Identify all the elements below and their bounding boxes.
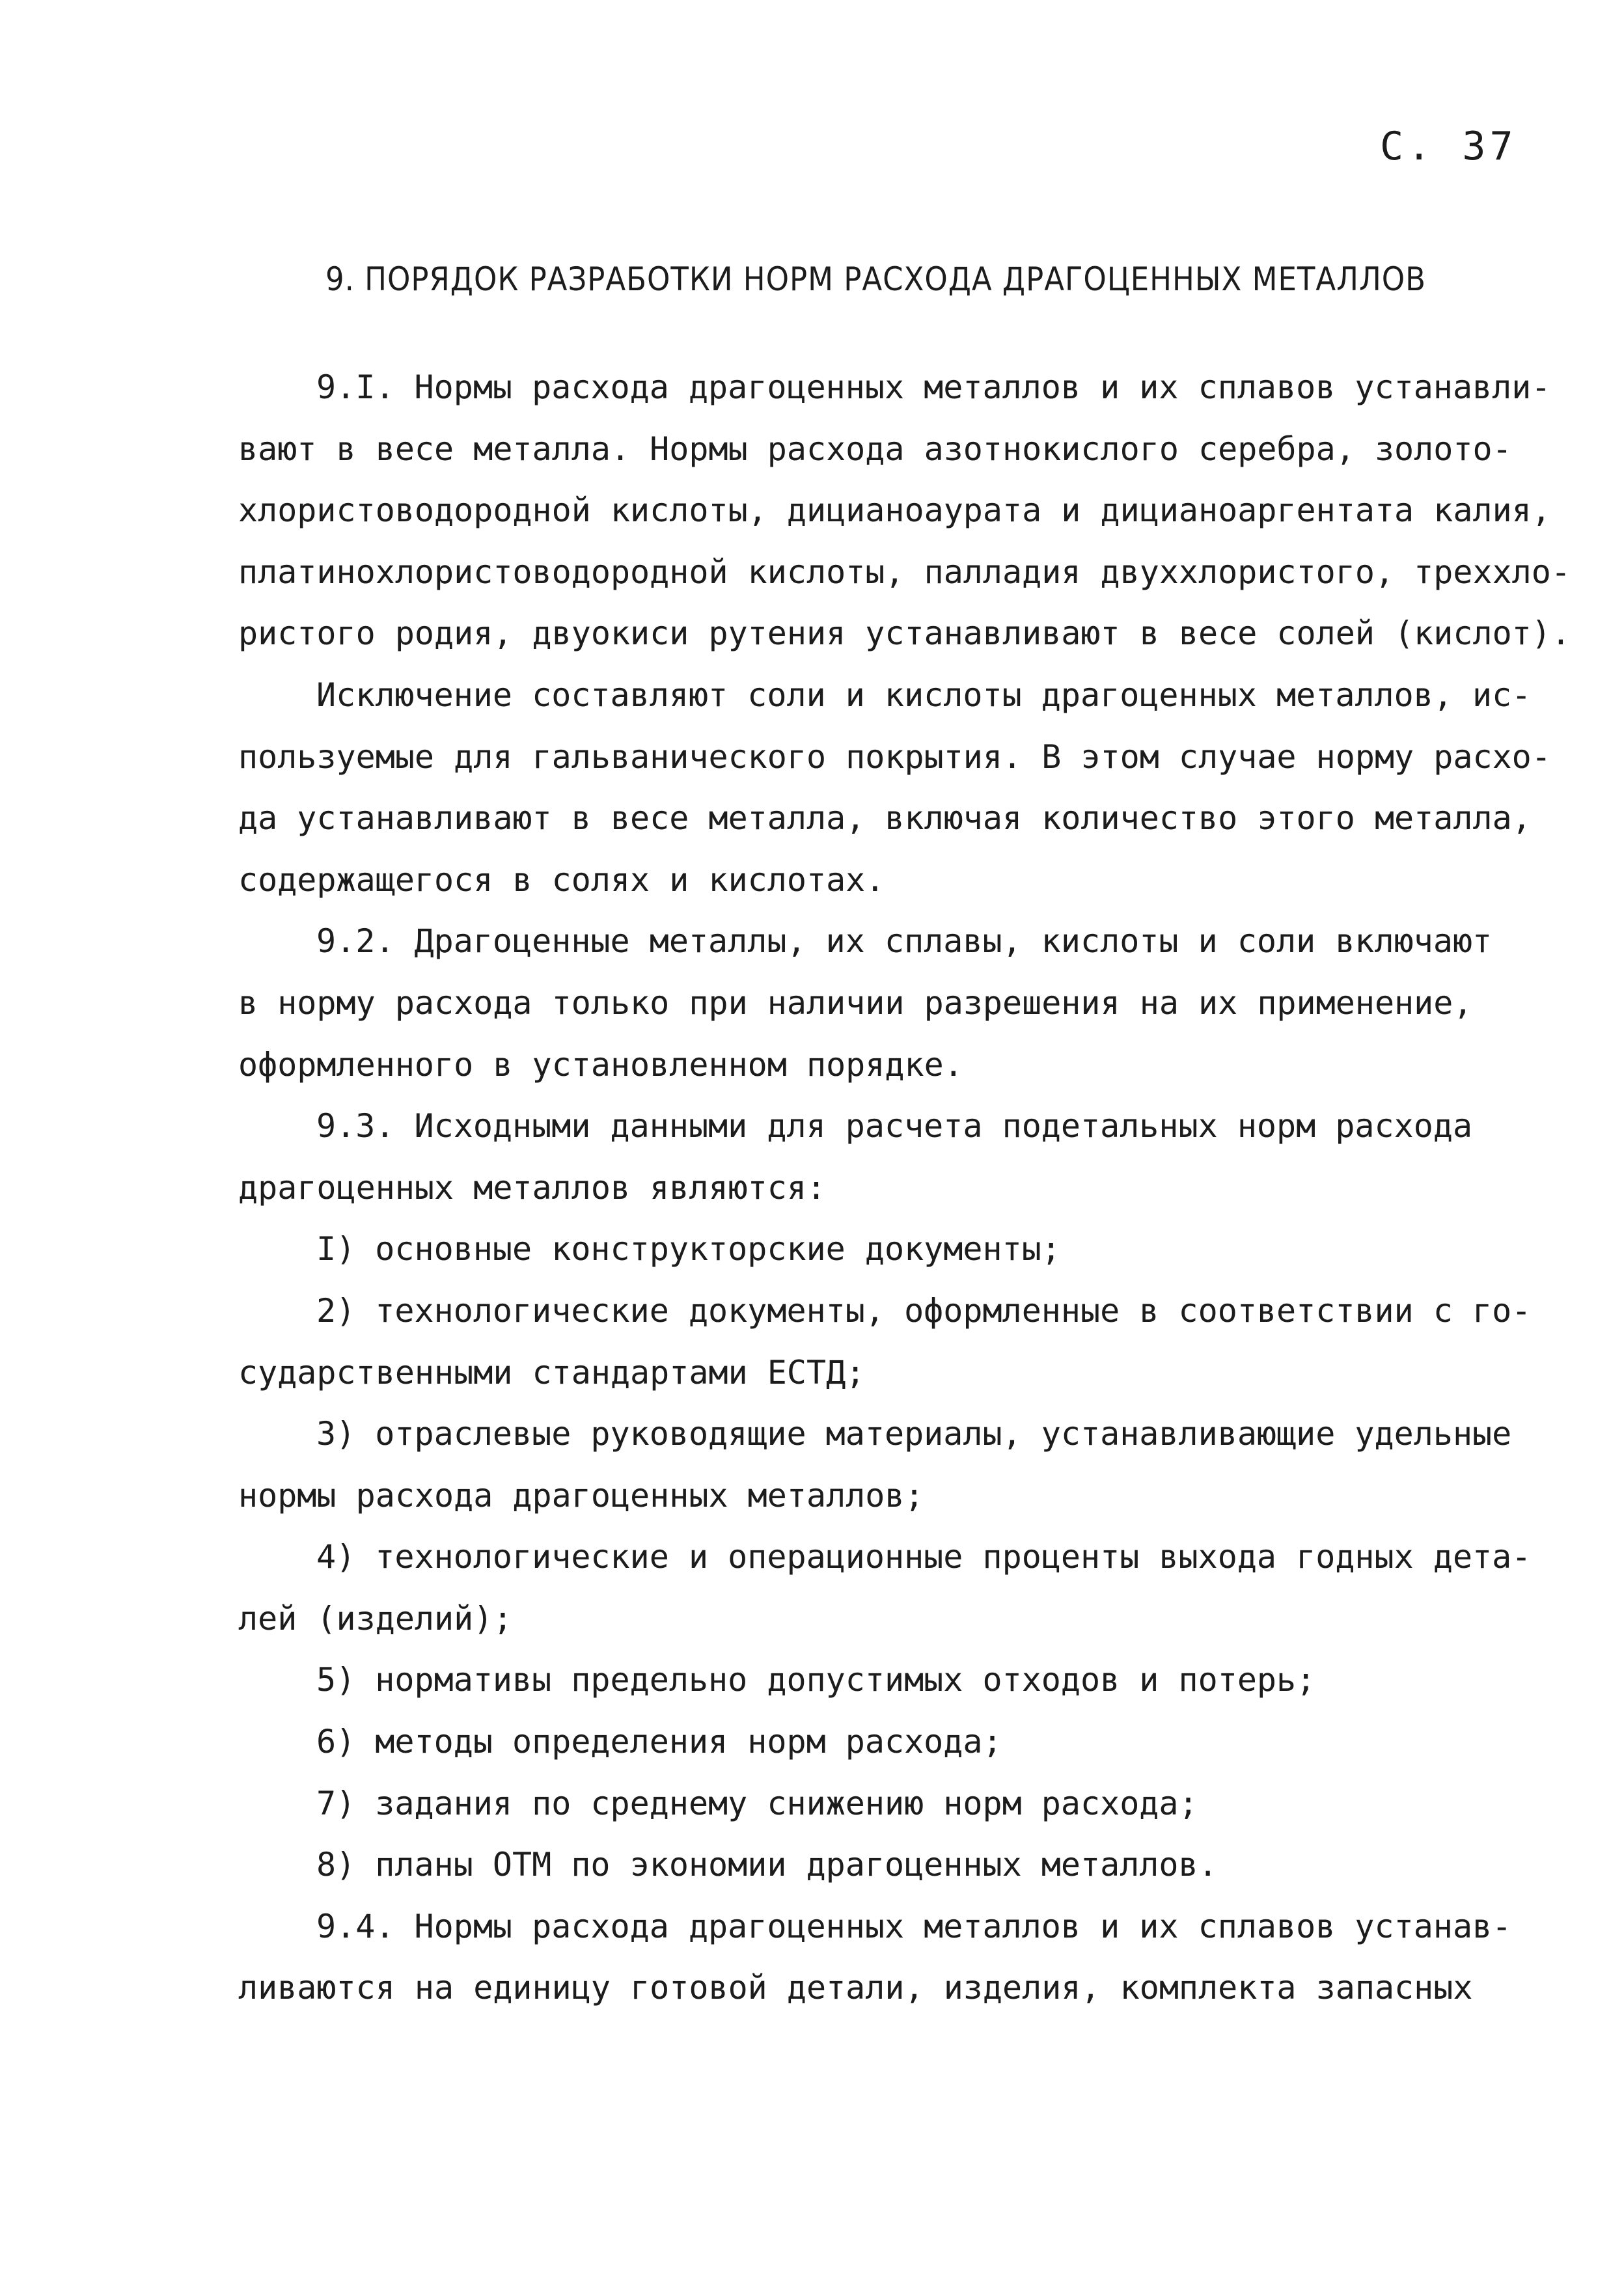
text-line: оформленного в установленном порядке.	[238, 1045, 963, 1084]
text-line: в норму расхода только при наличии разрешения на их применение,	[238, 983, 1473, 1022]
list-item: 7) задания по среднему снижению норм расхода;	[316, 1784, 1198, 1822]
text-line: 9.I. Нормы расхода драгоценных металлов и их сплавов устанавли-	[316, 368, 1551, 406]
text-line: Исключение составляют соли и кислоты драгоценных металлов, ис-	[316, 676, 1532, 714]
body-text	[238, 357, 1571, 2019]
text-line: содержащегося в солях и кислотах.	[238, 860, 885, 899]
text-line: вают в весе металла. Нормы расхода азотнокислого серебра, золото-	[238, 430, 1512, 468]
list-item: 6) методы определения норм расхода;	[316, 1723, 1002, 1761]
list-item: I) основные конструкторские документы;	[316, 1230, 1061, 1268]
section-title: 9. ПОРЯДОК РАЗРАБОТКИ НОРМ РАСХОДА ДРАГОЦЕННЫХ МЕТАЛЛОВ	[325, 260, 1427, 298]
text-line: нормы расхода драгоценных металлов;	[238, 1476, 924, 1515]
list-item: 5) нормативы предельно допустимых отходов и потерь;	[316, 1661, 1316, 1699]
text-line: лей (изделий);	[238, 1599, 513, 1638]
text-line: пользуемые для гальванического покрытия. В этом случае норму расхо-	[238, 737, 1551, 776]
text-line: да устанавливают в весе металла, включая количество этого металла,	[238, 799, 1532, 838]
text-line: ристого родия, двуокиси рутения устанавливают в весе солей (кислот).	[238, 614, 1571, 653]
text-line: хлористоводородной кислоты, дицианоаурата и дицианоаргентата калия,	[238, 491, 1551, 530]
list-item: 8) планы ОТМ по экономии драгоценных металлов.	[316, 1846, 1218, 1884]
list-item: 2) технологические документы, оформленные в соответствии с го-	[316, 1291, 1532, 1330]
text-line: 9.2. Драгоценные металлы, их сплавы, кислоты и соли включают	[316, 922, 1493, 961]
page-number: С. 37	[1380, 124, 1517, 169]
list-item: 4) технологические и операционные проценты выхода годных дета-	[316, 1538, 1532, 1576]
text-line: платинохлористоводородной кислоты, палладия двуххлористого, трехxло-	[238, 553, 1571, 591]
text-line: 9.3. Исходными данными для расчета подетальных норм расхода	[316, 1107, 1473, 1145]
text-line: сударственными стандартами ЕСТД;	[238, 1353, 866, 1391]
text-line: ливаются на единицу готовой детали, изделия, комплекта запасных	[238, 1969, 1473, 2007]
text-line: 9.4. Нормы расхода драгоценных металлов и их сплавов устанав-	[316, 1907, 1512, 1945]
text-line: драгоценных металлов являются:	[238, 1168, 827, 1207]
list-item: 3) отраслевые руководящие материалы, устанавливающие удельные	[316, 1415, 1512, 1453]
